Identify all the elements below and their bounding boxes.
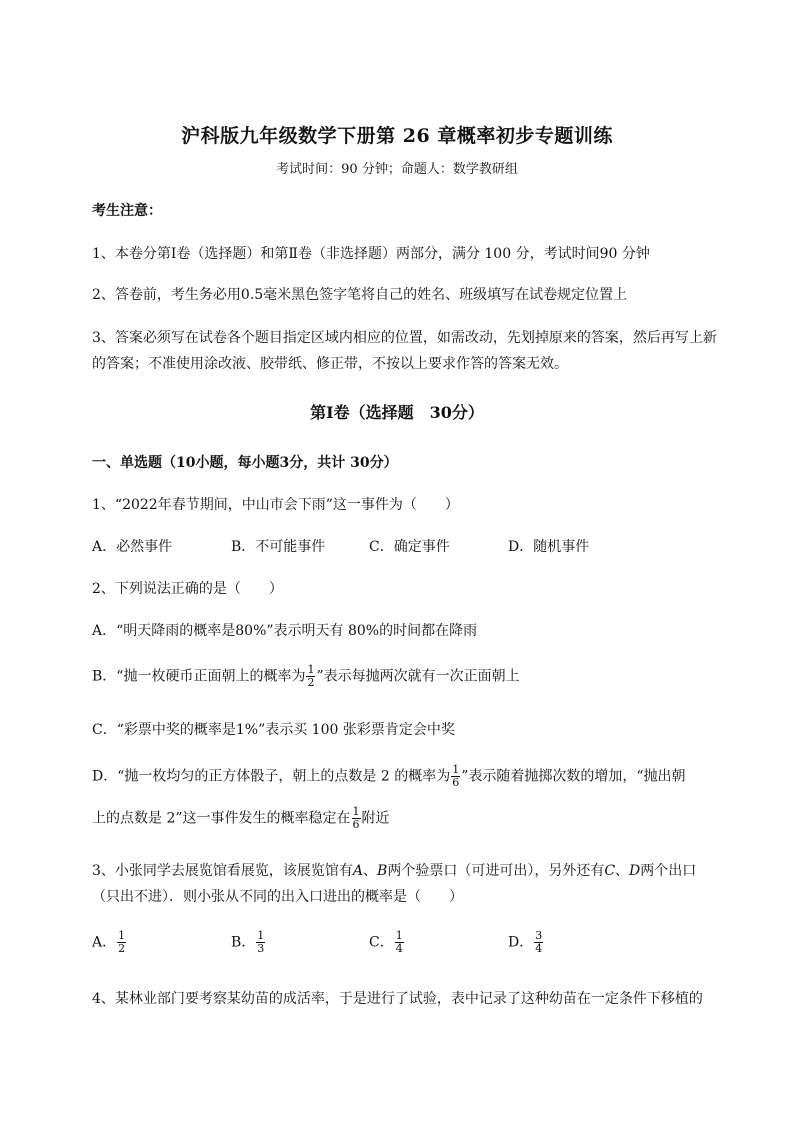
fraction bbox=[534, 930, 543, 955]
q2-option-d-continued bbox=[92, 806, 390, 831]
fraction-numerator: 1 bbox=[118, 929, 126, 942]
fraction bbox=[117, 930, 126, 955]
q1-stem: 1、“2022年春节期间，中山市会下雨”这一事件为（ ） bbox=[92, 497, 459, 513]
q4-stem: 4、某林业部门要考察某幼苗的成活率，于是进行了试验，表中记录了这种幼苗在一定条件下移植的 bbox=[92, 991, 703, 1007]
q1-option-c: C．确定事件 bbox=[369, 539, 450, 555]
notice-item-3: 3、答案必须写在试卷各个题目指定区域内相应的位置，如需改动，先划掉原来的答案，然后再写上新 bbox=[92, 330, 717, 346]
fraction bbox=[352, 806, 361, 831]
fraction-denominator: 3 bbox=[257, 942, 265, 955]
q2-option-b-post: ”表示每抛两次就有一次正面朝上 bbox=[316, 668, 520, 685]
fraction-numerator: 3 bbox=[535, 929, 543, 942]
exam-title: 沪科版九年级数学下册第 26 章概率初步专题训练 bbox=[181, 125, 613, 147]
option-label: A． bbox=[92, 934, 117, 951]
q2-option-d2-pre: 上的点数是 2”这一事件发生的概率稳定在 bbox=[92, 810, 351, 827]
q3-var-a: A bbox=[352, 863, 364, 879]
fraction bbox=[451, 764, 460, 789]
q2-option-a: A．“明天降雨的概率是80%”表示明天有 80%的时间都在降雨 bbox=[92, 623, 478, 639]
fraction-denominator: 2 bbox=[118, 942, 126, 955]
option-label: C． bbox=[369, 934, 394, 951]
q3-stem-line2: （只出不进）．则小张从不同的出入口进出的概率是（ ） bbox=[92, 889, 463, 905]
fraction bbox=[395, 930, 404, 955]
q3-text: 、 bbox=[363, 863, 378, 879]
notice-item-1: 1、本卷分第Ⅰ卷（选择题）和第Ⅱ卷（非选择题）两部分，满分 100 分，考试时间90 分钟 bbox=[92, 246, 650, 262]
q3-text: 、 bbox=[615, 863, 630, 879]
q2-option-d2-post: 附近 bbox=[361, 810, 390, 827]
q1-option-b: B．不可能事件 bbox=[231, 539, 326, 555]
notice-item-2: 2、答卷前，考生务必用0.5毫米黑色签字笔将自己的姓名、班级填写在试卷规定位置上 bbox=[92, 287, 628, 303]
exam-subtitle: 考试时间：90 分钟；命题人：数学教研组 bbox=[276, 162, 518, 177]
q3-option-b bbox=[231, 930, 266, 955]
q2-option-d-post: ”表示随着抛掷次数的增加，“抛出朝 bbox=[461, 768, 686, 785]
option-label: D． bbox=[508, 934, 534, 951]
fraction-denominator: 4 bbox=[535, 942, 543, 955]
q2-option-d bbox=[92, 764, 686, 789]
fraction bbox=[306, 664, 315, 689]
q2-stem: 2、下列说法正确的是（ ） bbox=[92, 581, 283, 597]
q3-var-d: D bbox=[629, 863, 641, 879]
fraction-numerator: 1 bbox=[307, 663, 315, 676]
fraction-numerator: 1 bbox=[452, 763, 460, 776]
q2-option-b bbox=[92, 664, 520, 689]
q1-option-a: A．必然事件 bbox=[92, 539, 173, 555]
notice-item-3-continued: 的答案；不准使用涂改液、胶带纸、修正带，不按以上要求作答的答案无效。 bbox=[92, 356, 568, 372]
q3-text: 3、小张同学去展览馆看展览，该展览馆有 bbox=[92, 863, 353, 879]
q2-option-b-pre: B．“抛一枚硬币正面朝上的概率为 bbox=[92, 668, 306, 685]
q1-option-d: D．随机事件 bbox=[508, 539, 590, 555]
q2-option-d-pre: D．“抛一枚均匀的正方体骰子，朝上的点数是 2 的概率为 bbox=[92, 768, 451, 785]
q3-option-c bbox=[369, 930, 405, 955]
fraction-denominator: 2 bbox=[307, 676, 315, 689]
q2-option-c: C．“彩票中奖的概率是1%”表示买 100 张彩票肯定会中奖 bbox=[92, 722, 455, 738]
section-title: 第Ⅰ卷（选择题 30分） bbox=[310, 403, 484, 422]
q3-var-c: C bbox=[604, 863, 616, 879]
fraction bbox=[256, 930, 265, 955]
fraction-numerator: 1 bbox=[257, 929, 265, 942]
fraction-denominator: 6 bbox=[452, 776, 460, 789]
q3-text: 两个验票口（可进可出），另外还有 bbox=[387, 863, 605, 879]
fraction-denominator: 4 bbox=[395, 942, 403, 955]
notice-heading: 考生注意： bbox=[92, 203, 162, 219]
q3-var-b: B bbox=[377, 863, 388, 879]
fraction-numerator: 1 bbox=[352, 805, 360, 818]
option-label: B． bbox=[231, 934, 256, 951]
q3-text: 两个出口 bbox=[640, 863, 697, 879]
q3-option-a bbox=[92, 930, 127, 955]
fraction-denominator: 6 bbox=[352, 818, 360, 831]
fraction-numerator: 1 bbox=[395, 929, 403, 942]
q3-option-d bbox=[508, 930, 544, 955]
part1-heading: 一、单选题（10小题，每小题3分，共计 30分） bbox=[92, 455, 398, 471]
q3-stem-line1 bbox=[92, 860, 696, 880]
